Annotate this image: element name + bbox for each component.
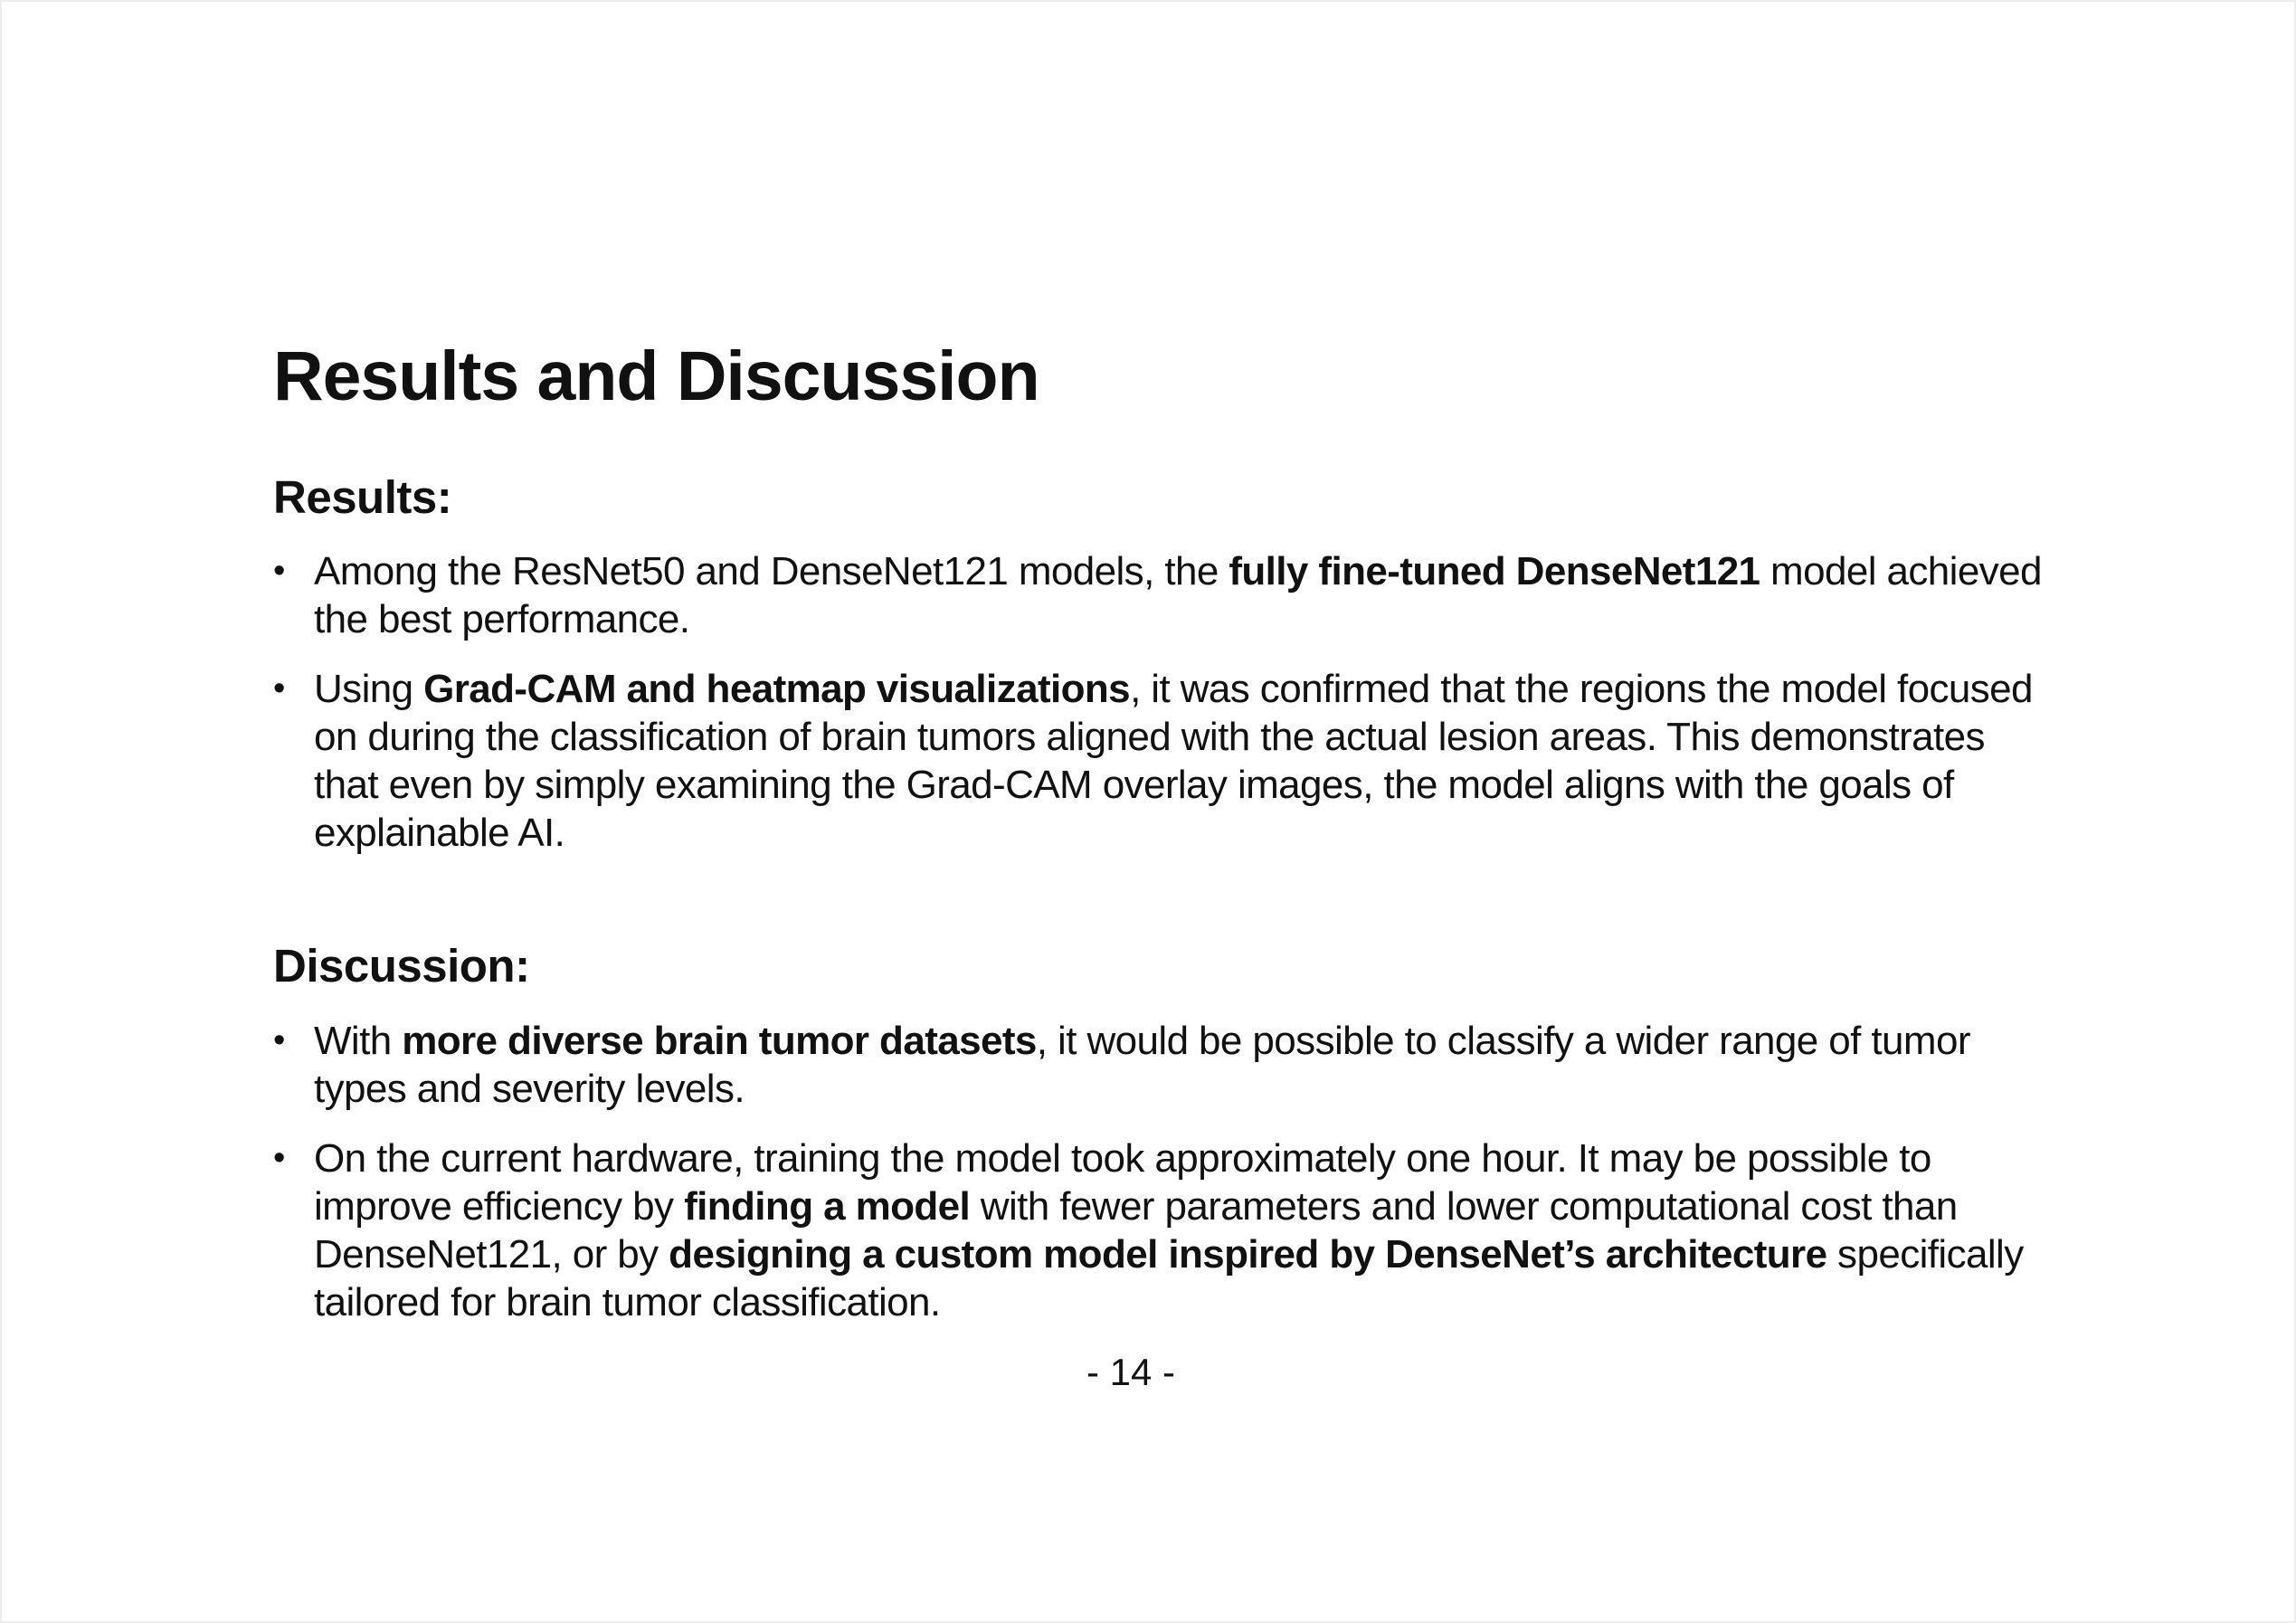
page-title: Results and Discussion	[273, 337, 1039, 415]
page-number: - 14 -	[1086, 1350, 1176, 1393]
bullet-icon: •	[273, 552, 286, 591]
bullet-icon: •	[273, 1138, 286, 1177]
section-discussion	[273, 940, 2043, 1326]
results-bullet-2-text: Using Grad-CAM and heatmap visualizations, it was confirmed that the regions the model focused on during the classification of brain tumors aligned with the actual lesion areas. This demonstrates that even by simply examining the Grad-CAM overlay images, the model aligns with the goals of explainable AI.	[314, 667, 2033, 856]
bullet-icon: •	[273, 669, 286, 708]
discussion-bullet-2-text: On the current hardware, training the model took approximately one hour. It may be possible to improve efficiency by finding a model with fewer parameters and lower computational cost than DenseNet121, or by designing a custom model inspired by DenseNet’s architecture specifically tailored for brain tumor classification.	[314, 1135, 2024, 1324]
bullet-icon: •	[273, 1020, 286, 1059]
list-item	[273, 1017, 2043, 1113]
results-bullet-1-text: Among the ResNet50 and DenseNet121 models, the fully fine-tuned DenseNet121 model achieved the best performance.	[314, 549, 2042, 642]
discussion-bullet-1-text: With more diverse brain tumor datasets, it would be possible to classify a wider range of tumor types and severity levels.	[314, 1018, 1970, 1111]
section-results	[273, 471, 2043, 858]
list-item	[273, 547, 2043, 643]
results-heading: Results:	[273, 470, 452, 523]
list-item	[273, 665, 2043, 857]
discussion-heading: Discussion:	[273, 940, 530, 992]
list-item	[273, 1134, 2043, 1326]
